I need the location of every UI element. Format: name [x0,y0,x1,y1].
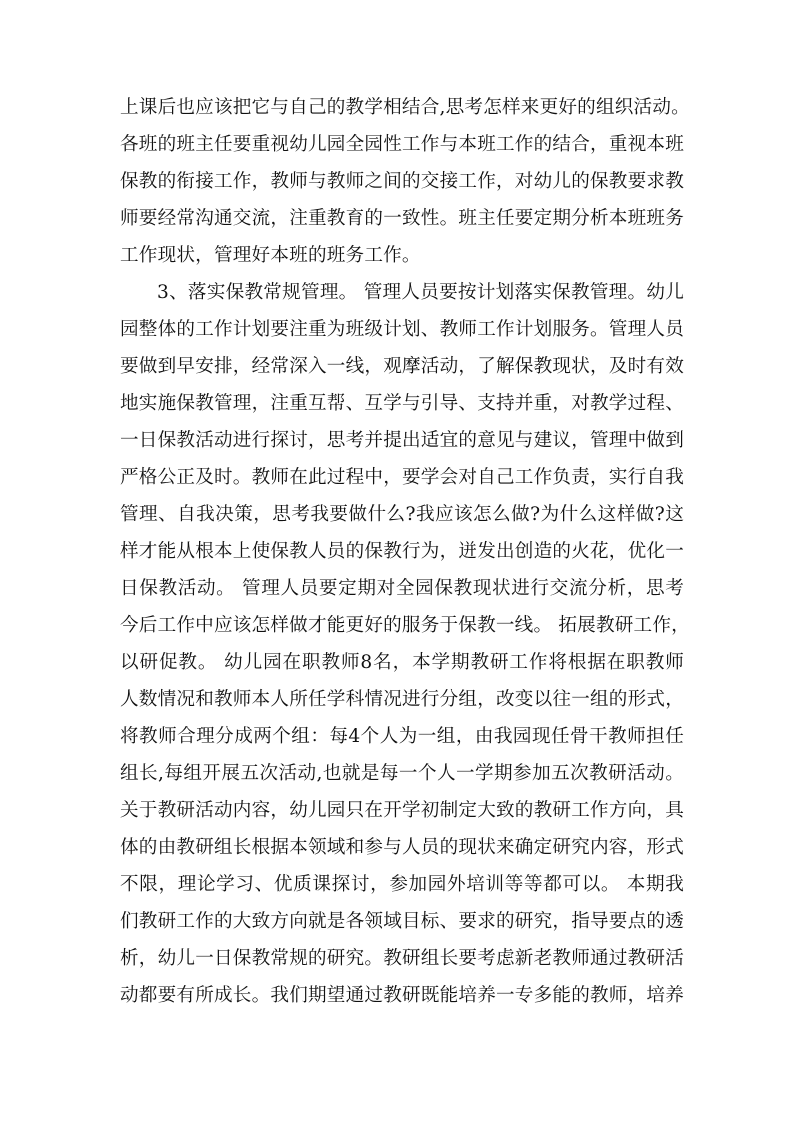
text-line: 园整体的工作计划要注重为班级计划、教师工作计划服务。管理人员 [120,319,684,340]
text-line: 师要经常沟通交流，注重教育的一致性。班主任要定期分析本班班务 [120,208,684,229]
paragraph-start-line: 3、落实保教常规管理。 管理人员要按计划落实保教管理。幼儿 [157,282,684,303]
text-line: 样才能从根本上使保教人员的保教行为，迸发出创造的火花，优化一 [120,541,684,562]
text-line: 们教研工作的大致方向就是各领域目标、要求的研究，指导要点的透 [120,911,684,932]
text-line: 地实施保教管理，注重互帮、互学与引导、支持并重，对教学过程、 [120,393,684,414]
text-line: 以研促教。 幼儿园在职教师8名，本学期教研工作将根据在职教师 [120,652,684,673]
text-line: 关于教研活动内容，幼儿园只在开学初制定大致的教研工作方向，具 [120,800,684,821]
text-line: 析，幼儿一日保教常规的研究。教研组长要考虑新老教师通过教研活 [120,948,684,969]
text-line: 体的由教研组长根据本领域和参与人员的现状来确定研究内容，形式 [120,837,684,858]
text-line: 日保教活动。 管理人员要定期对全园保教现状进行交流分析，思考 [120,578,684,599]
text-line: 不限，理论学习、优质课探讨，参加园外培训等等都可以。 本期我 [120,874,684,895]
text-line: 动都要有所成长。我们期望通过教研既能培养一专多能的教师，培养 [120,985,684,1006]
text-line: 组长,每组开展五次活动,也就是每一个人一学期参加五次教研活动。 [120,763,684,784]
text-line: 工作现状，管理好本班的班务工作。 [120,245,421,266]
text-line: 将教师合理分成两个组：每4个人为一组，由我园现任骨干教师担任 [120,726,684,747]
text-line: 上课后也应该把它与自己的教学相结合,思考怎样来更好的组织活动。 [120,97,690,118]
text-line: 要做到早安排，经常深入一线，观摩活动，了解保教现状，及时有效 [120,356,684,377]
text-line: 管理、自我决策，思考我要做什么?我应该怎么做?为什么这样做?这 [120,504,684,525]
document-body [120,89,690,1014]
text-line: 人数情况和教师本人所任学科情况进行分组，改变以往一组的形式， [120,689,684,710]
text-line: 今后工作中应该怎样做才能更好的服务于保教一线。 拓展教研工作， [120,615,690,636]
text-line: 各班的班主任要重视幼儿园全园性工作与本班工作的结合，重视本班 [120,134,684,155]
text-line: 严格公正及时。教师在此过程中，要学会对自己工作负责，实行自我 [120,467,684,488]
text-line: 保教的衔接工作，教师与教师之间的交接工作，对幼儿的保教要求教 [120,171,684,192]
text-line: 一日保教活动进行探讨，思考并提出适宜的意见与建议，管理中做到 [120,430,684,451]
